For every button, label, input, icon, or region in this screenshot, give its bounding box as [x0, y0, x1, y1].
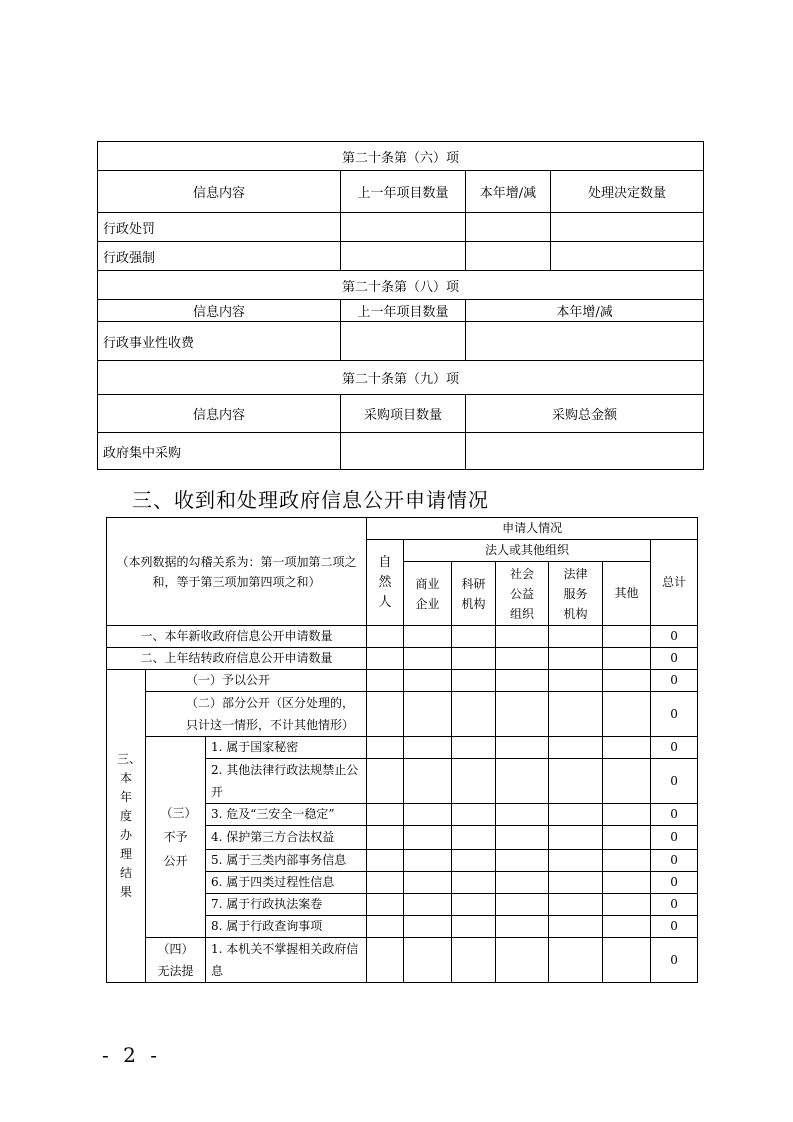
cell [466, 322, 704, 361]
row-new-requests: 一、本年新收政府信息公开申请数量 [107, 626, 367, 648]
empty-cell [549, 759, 603, 804]
empty-cell [549, 850, 603, 872]
empty-cell [367, 826, 404, 850]
empty-cell [404, 826, 452, 850]
empty-cell [496, 872, 549, 894]
empty-cell [549, 894, 603, 916]
col-purchase-total: 采购总金额 [466, 395, 704, 433]
empty-cell [452, 648, 496, 670]
empty-cell [496, 916, 549, 938]
col-change: 本年增/减 [466, 171, 551, 213]
col-change: 本年增/减 [466, 300, 704, 322]
empty-cell [452, 916, 496, 938]
not-open-item: 1. 属于国家秘密 [206, 737, 367, 759]
empty-cell [603, 804, 651, 826]
note-cell: （本列数据的勾稽关系为：第一项加第二项之和，等于第三项加第四项之和） [107, 518, 367, 626]
total-value: 0 [651, 737, 698, 759]
not-open-item: 3. 危及“三安全一稳定” [206, 804, 367, 826]
empty-cell [452, 850, 496, 872]
empty-cell [549, 804, 603, 826]
not-open-item: 8. 属于行政查询事项 [206, 916, 367, 938]
empty-cell [452, 692, 496, 737]
empty-cell [603, 692, 651, 737]
empty-cell [549, 872, 603, 894]
empty-cell [367, 737, 404, 759]
total-value: 0 [651, 648, 698, 670]
empty-cell [452, 938, 496, 983]
unable-item: 1. 本机关不掌握相关政府信息 [206, 938, 367, 983]
empty-cell [496, 938, 549, 983]
total-value: 0 [651, 826, 698, 850]
section-heading: 三、收到和处理政府信息公开申请情况 [132, 488, 489, 512]
empty-cell [367, 670, 404, 692]
empty-cell [404, 872, 452, 894]
total-value: 0 [651, 938, 698, 983]
empty-cell [549, 938, 603, 983]
empty-cell [452, 872, 496, 894]
total-value: 0 [651, 626, 698, 648]
empty-cell [496, 626, 549, 648]
total-value: 0 [651, 804, 698, 826]
not-open-item: 5. 属于三类内部事务信息 [206, 850, 367, 872]
empty-cell [367, 648, 404, 670]
section-20-table [97, 141, 704, 470]
empty-cell [603, 737, 651, 759]
empty-cell [367, 916, 404, 938]
empty-cell [452, 759, 496, 804]
total-value: 0 [651, 759, 698, 804]
empty-cell [404, 692, 452, 737]
empty-cell [549, 626, 603, 648]
total-value: 0 [651, 692, 698, 737]
empty-cell [603, 916, 651, 938]
cell [551, 213, 704, 242]
not-open-item: 6. 属于四类过程性信息 [206, 872, 367, 894]
empty-cell [404, 804, 452, 826]
empty-cell [496, 894, 549, 916]
empty-cell [367, 759, 404, 804]
empty-cell [496, 826, 549, 850]
empty-cell [367, 872, 404, 894]
empty-cell [496, 759, 549, 804]
empty-cell [367, 850, 404, 872]
empty-cell [603, 759, 651, 804]
col-public-welfare: 社会公益组织 [496, 562, 549, 626]
empty-cell [603, 826, 651, 850]
empty-cell [496, 670, 549, 692]
empty-cell [404, 737, 452, 759]
empty-cell [452, 804, 496, 826]
empty-cell [603, 894, 651, 916]
s6-header: 第二十条第（六）项 [98, 142, 704, 171]
not-open-item: 7. 属于行政执法案卷 [206, 894, 367, 916]
cell [341, 242, 466, 271]
applicant-header: 申请人情况 [367, 518, 698, 540]
col-natural-person: 自然人 [367, 540, 404, 626]
row-label: 政府集中采购 [98, 433, 341, 470]
empty-cell [549, 648, 603, 670]
col-decisions: 处理决定数量 [551, 171, 704, 213]
empty-cell [603, 850, 651, 872]
empty-cell [452, 626, 496, 648]
empty-cell [452, 670, 496, 692]
empty-cell [549, 737, 603, 759]
cell [466, 433, 704, 470]
col-business: 商业企业 [404, 562, 452, 626]
cell [341, 322, 466, 361]
col-info-content: 信息内容 [98, 171, 341, 213]
empty-cell [367, 938, 404, 983]
empty-cell [496, 804, 549, 826]
cell [466, 242, 551, 271]
not-open-item: 4. 保护第三方合法权益 [206, 826, 367, 850]
col-info-content: 信息内容 [98, 395, 341, 433]
col-info-content: 信息内容 [98, 300, 341, 322]
total-value: 0 [651, 850, 698, 872]
legal-org-header: 法人或其他组织 [404, 540, 651, 562]
empty-cell [452, 826, 496, 850]
row-label: 行政强制 [98, 242, 341, 271]
total-value: 0 [651, 670, 698, 692]
cell [341, 213, 466, 242]
empty-cell [549, 916, 603, 938]
empty-cell [404, 626, 452, 648]
row-label: 行政处罚 [98, 213, 341, 242]
page-number: - 2 - [102, 1043, 161, 1067]
empty-cell [367, 894, 404, 916]
col-research: 科研机构 [452, 562, 496, 626]
empty-cell [496, 737, 549, 759]
col-prev-year-count: 上一年项目数量 [341, 300, 466, 322]
not-open-item: 2. 其他法律行政法规禁止公开 [206, 759, 367, 804]
empty-cell [603, 872, 651, 894]
empty-cell [549, 670, 603, 692]
row-open: （一）予以公开 [146, 670, 367, 692]
total-value: 0 [651, 872, 698, 894]
row-partial-open: （二）部分公开（区分处理的，只计这一情形，不计其他情形） [146, 692, 367, 737]
empty-cell [549, 826, 603, 850]
empty-cell [404, 894, 452, 916]
s9-header: 第二十条第（九）项 [98, 361, 704, 395]
row-unable: （四）无法提 [146, 938, 206, 983]
cell [341, 433, 466, 470]
empty-cell [404, 648, 452, 670]
empty-cell [603, 626, 651, 648]
empty-cell [452, 894, 496, 916]
row-not-open: （三）不予公开 [146, 737, 206, 938]
empty-cell [404, 759, 452, 804]
empty-cell [496, 850, 549, 872]
section3-label: 三、本年度办理结果 [107, 670, 146, 983]
total-value: 0 [651, 894, 698, 916]
row-label: 行政事业性收费 [98, 322, 341, 361]
empty-cell [603, 670, 651, 692]
empty-cell [404, 916, 452, 938]
empty-cell [496, 648, 549, 670]
empty-cell [367, 804, 404, 826]
empty-cell [404, 850, 452, 872]
empty-cell [496, 692, 549, 737]
empty-cell [404, 670, 452, 692]
empty-cell [603, 648, 651, 670]
empty-cell [549, 692, 603, 737]
s8-header: 第二十条第（八）项 [98, 271, 704, 300]
empty-cell [367, 626, 404, 648]
col-purchase-count: 采购项目数量 [341, 395, 466, 433]
col-other: 其他 [603, 562, 651, 626]
col-prev-year-count: 上一年项目数量 [341, 171, 466, 213]
application-table [106, 517, 698, 983]
empty-cell [404, 938, 452, 983]
col-total: 总计 [651, 540, 698, 626]
cell [551, 242, 704, 271]
row-carried-over: 二、上年结转政府信息公开申请数量 [107, 648, 367, 670]
empty-cell [367, 692, 404, 737]
col-legal-service: 法律服务机构 [549, 562, 603, 626]
cell [466, 213, 551, 242]
total-value: 0 [651, 916, 698, 938]
empty-cell [452, 737, 496, 759]
empty-cell [603, 938, 651, 983]
